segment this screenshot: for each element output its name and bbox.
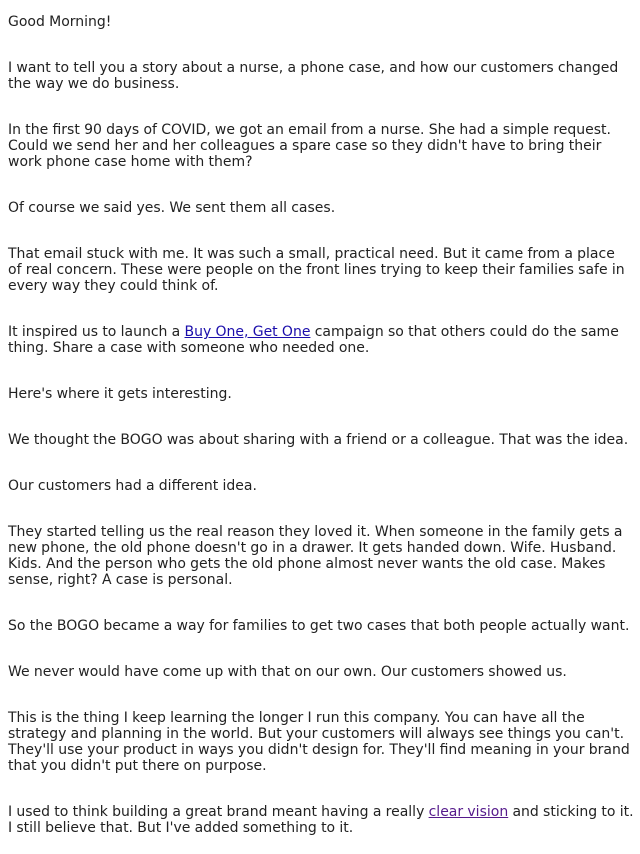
greeting: Good Morning!	[8, 14, 112, 30]
paragraph-bogo-launch	[8, 324, 619, 356]
paragraph-clear-vision-text-before: I used to think building a great brand meant having a really	[8, 804, 429, 820]
paragraph-customers-showed: We never would have come up with that on our own. Our customers showed us.	[8, 664, 567, 680]
paragraph-lesson: This is the thing I keep learning the longer I run this company. You can have all the strategy and planning in the world. But your customers will always see things you can't. They'll use your product in ways you didn't design for. They'll find meaning in your brand that you didn't put there on purpose.	[8, 710, 630, 774]
paragraph-email-stuck: That email stuck with me. It was such a small, practical need. But it came from a place of real concern. These were people on the front lines trying to keep their families safe in every way they could think of.	[8, 246, 625, 294]
paragraph-bogo-launch-text-before: It inspired us to launch a	[8, 324, 185, 340]
paragraph-real-reason: They started telling us the real reason they loved it. When someone in the family gets a new phone, the old phone doesn't go in a drawer. It gets handed down. Wife. Husband. Kids. And the person who gets the old phone almost never wants the old case. Makes sense, right? A case is personal.	[8, 524, 623, 588]
paragraph-interesting: Here's where it gets interesting.	[8, 386, 232, 402]
paragraph-bogo-launch-text-after: campaign so that others could do the same thing. Share a case with someone who needed one.	[8, 324, 619, 356]
paragraph-said-yes: Of course we said yes. We sent them all cases.	[8, 200, 336, 216]
paragraph-clear-vision	[8, 804, 634, 836]
paragraph-intro: I want to tell you a story about a nurse, a phone case, and how our customers changed the way we do business.	[8, 60, 619, 92]
clear-vision-link[interactable]: clear vision	[428, 804, 509, 820]
paragraph-clear-vision-text-after: and sticking to it. I still believe that. But I've added something to it.	[8, 804, 634, 836]
paragraph-nurse-email: In the first 90 days of COVID, we got an email from a nurse. She had a simple request. Could we send her and her colleagues a spare case so they didn't have to bring their work phone case home with them?	[8, 122, 611, 170]
buy-one-get-one-link[interactable]: Buy One, Get One	[184, 324, 311, 340]
paragraph-bogo-idea: We thought the BOGO was about sharing with a friend or a colleague. That was the idea.	[8, 432, 629, 448]
paragraph-different-idea: Our customers had a different idea.	[8, 478, 257, 494]
paragraph-families: So the BOGO became a way for families to get two cases that both people actually want.	[8, 618, 630, 634]
